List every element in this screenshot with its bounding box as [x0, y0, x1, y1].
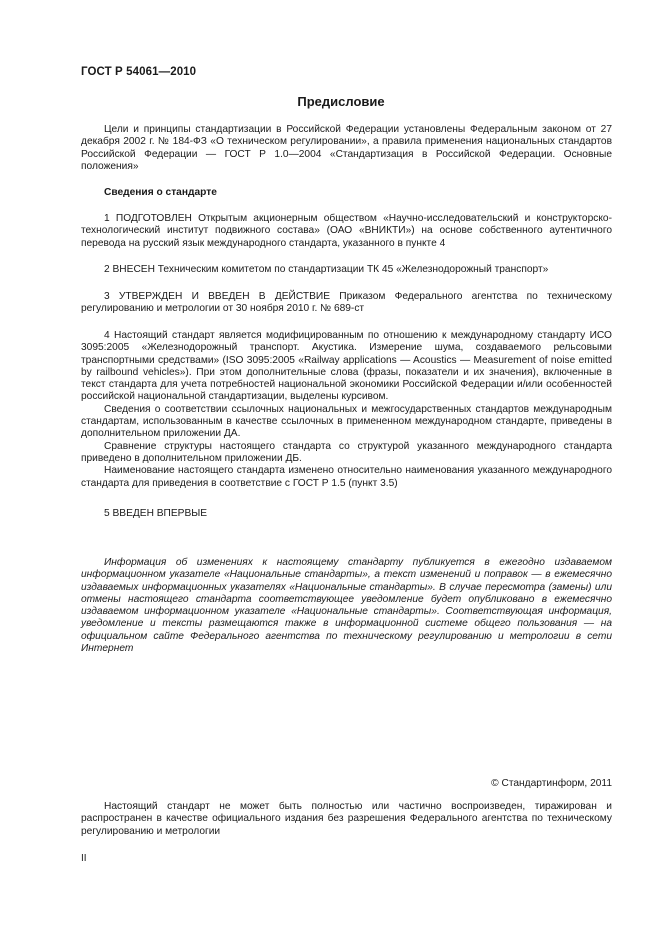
item-3 — [81, 291, 612, 316]
item-5 — [81, 508, 612, 520]
intro-text: Цели и принципы стандартизации в Российской Федерации установлены Федеральным законом от 27 декабря 2002 г. № 184-ФЗ «О техническом регулировании», а правила применения национальных стандартов Российской Федерации — ГОСТ Р 1.0—2004 «Стандартизация в Российской Федерации. Основные положения» — [81, 124, 612, 172]
page-number: II — [81, 853, 87, 864]
notice-text: Информация об изменениях к настоящему стандарту публикуется в ежегодно издаваемом информационном указателе «Национальные стандарты», а текст изменений и поправок — в ежемесячно издаваемых информационных указателях «Национальные стандарты». В случае пересмотра (замены) или отмены настоящего стандарта соответствующее уведомление будет опубликовано в ежемесячно издаваемом информационном указателе «Национальные стандарты». Соответствующая информация, уведомление и тексты размещаются также в информационной системе общего пользования — на официальном сайте Федерального агентства по техническому регулированию и метрологии в сети Интернет — [81, 557, 612, 655]
item-4-main: 4 Настоящий стандарт является модифицированным по отношению к международному стандарту ИСО 3095:2005 «Железнодорожный транспорт. Акустика. Измерение шума, создаваемого рельсовыми транспортными средствами» (ISO 3095:2005 «Railway applications — Acoustics — Measurement of noise emitted by railbound vehicles»). При этом дополнительные слова (фразы, показатели и их значения), включенные в текст стандарта для учета потребностей национальной экономики Российской Федерации и/или особенностей российской национальной стандартизации, выделены курсивом. — [81, 330, 612, 403]
item-1-text: 1 ПОДГОТОВЛЕН Открытым акционерным обществом «Научно-исследовательский и конструкторско-технологический институт подвижного состава» (ОАО «ВНИКТИ») на основе собственного аутентичного перевода на русский язык международного стандарта, указанного в пункте 4 — [81, 213, 612, 249]
item-2-text: 2 ВНЕСЕН Техническим комитетом по стандартизации ТК 45 «Железнодорожный транспорт» — [104, 264, 549, 275]
info-heading: Сведения о стандарте — [104, 187, 217, 198]
standard-code: ГОСТ Р 54061—2010 — [81, 66, 197, 78]
item-4-title-change: Наименование настоящего стандарта изменено относительно наименования указанного международного стандарта для приведения в соответствие с ГОСТ Р 1.5 (пункт 3.5) — [81, 465, 612, 489]
item-2 — [81, 264, 612, 276]
item-1 — [81, 213, 612, 250]
item-3-text: 3 УТВЕРЖДЕН И ВВЕДЕН В ДЕЙСТВИЕ Приказом Федерального агентства по техническому регулированию и метрологии от 30 ноября 2010 г. № 689-ст — [81, 291, 612, 315]
intro-paragraph — [81, 124, 612, 173]
item-4-structure: Сравнение структуры настоящего стандарта со структурой указанного международного стандарта приведено в дополнительном приложении ДБ. — [81, 440, 612, 464]
notice-block — [81, 557, 612, 655]
item-4-references: Сведения о соответствии ссылочных национальных и межгосударственных стандартов международным стандартам, использованным в качестве ссылочных в примененном международном стандарте, приведены в дополнительном приложении ДА. — [81, 403, 612, 440]
item-5-text: 5 ВВЕДЕН ВПЕРВЫЕ — [104, 508, 208, 519]
page-title: Предисловие — [297, 94, 385, 109]
item-4 — [81, 330, 612, 490]
rights-text: Настоящий стандарт не может быть полностью или частично воспроизведен, тиражирован и распространен в качестве официального издания без разрешения Федерального агентства по техническому регулированию и метрологии — [81, 801, 612, 837]
rights-block — [81, 801, 612, 838]
copyright: © Стандартинформ, 2011 — [491, 778, 612, 789]
